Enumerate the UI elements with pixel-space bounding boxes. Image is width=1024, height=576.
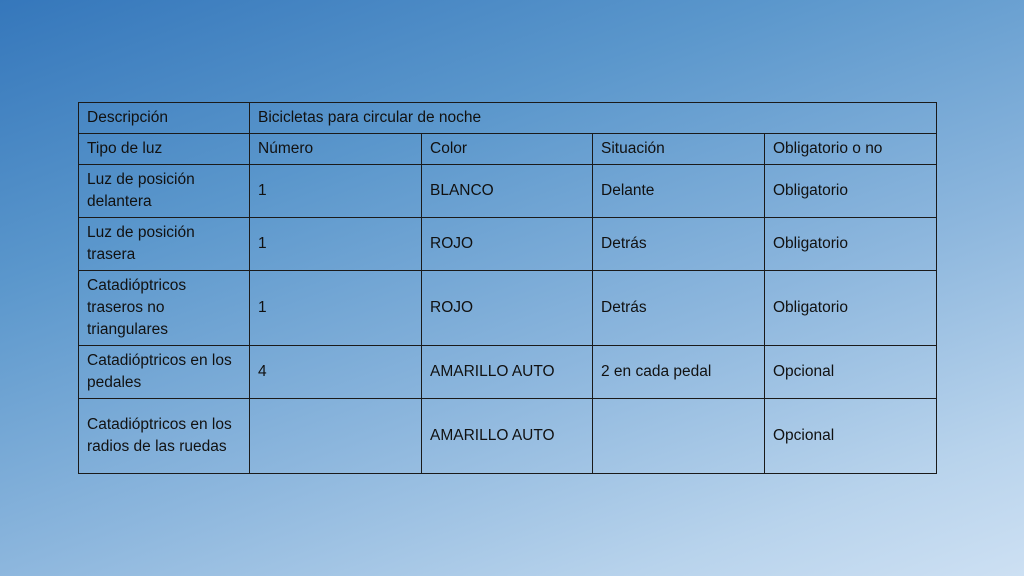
column-header: Número bbox=[250, 134, 422, 165]
column-header: Color bbox=[422, 134, 593, 165]
table-cell: Catadióptricos en los pedales bbox=[79, 346, 250, 399]
table-cell: Catadióptricos en los radios de las ruedas bbox=[79, 399, 250, 474]
table-cell bbox=[250, 399, 422, 474]
table-row bbox=[79, 165, 937, 218]
table-row bbox=[79, 218, 937, 271]
table-cell: ROJO bbox=[422, 218, 593, 271]
table-cell: 1 bbox=[250, 218, 422, 271]
table-row bbox=[79, 399, 937, 474]
table-cell: BLANCO bbox=[422, 165, 593, 218]
table-cell: ROJO bbox=[422, 271, 593, 346]
table-cell: Delante bbox=[593, 165, 765, 218]
table-cell: Catadióptricos traseros no triangulares bbox=[79, 271, 250, 346]
table-cell: Luz de posición delantera bbox=[79, 165, 250, 218]
description-value: Bicicletas para circular de noche bbox=[250, 103, 937, 134]
table-cell: Opcional bbox=[765, 399, 937, 474]
table-cell: Obligatorio bbox=[765, 271, 937, 346]
column-header: Tipo de luz bbox=[79, 134, 250, 165]
table-cell: AMARILLO AUTO bbox=[422, 346, 593, 399]
table-cell: Opcional bbox=[765, 346, 937, 399]
column-header: Situación bbox=[593, 134, 765, 165]
table-cell: 1 bbox=[250, 165, 422, 218]
table-cell: 2 en cada pedal bbox=[593, 346, 765, 399]
table-cell: Obligatorio bbox=[765, 218, 937, 271]
column-header-row bbox=[79, 134, 937, 165]
table-cell: Luz de posición trasera bbox=[79, 218, 250, 271]
table-row bbox=[79, 346, 937, 399]
table-cell: Detrás bbox=[593, 271, 765, 346]
table-cell: 1 bbox=[250, 271, 422, 346]
table-title-row bbox=[79, 103, 937, 134]
table-cell bbox=[593, 399, 765, 474]
table-cell: 4 bbox=[250, 346, 422, 399]
table-cell: Obligatorio bbox=[765, 165, 937, 218]
lights-table bbox=[78, 102, 937, 474]
table-cell: AMARILLO AUTO bbox=[422, 399, 593, 474]
table-row bbox=[79, 271, 937, 346]
column-header: Obligatorio o no bbox=[765, 134, 937, 165]
description-label: Descripción bbox=[79, 103, 250, 134]
table-cell: Detrás bbox=[593, 218, 765, 271]
